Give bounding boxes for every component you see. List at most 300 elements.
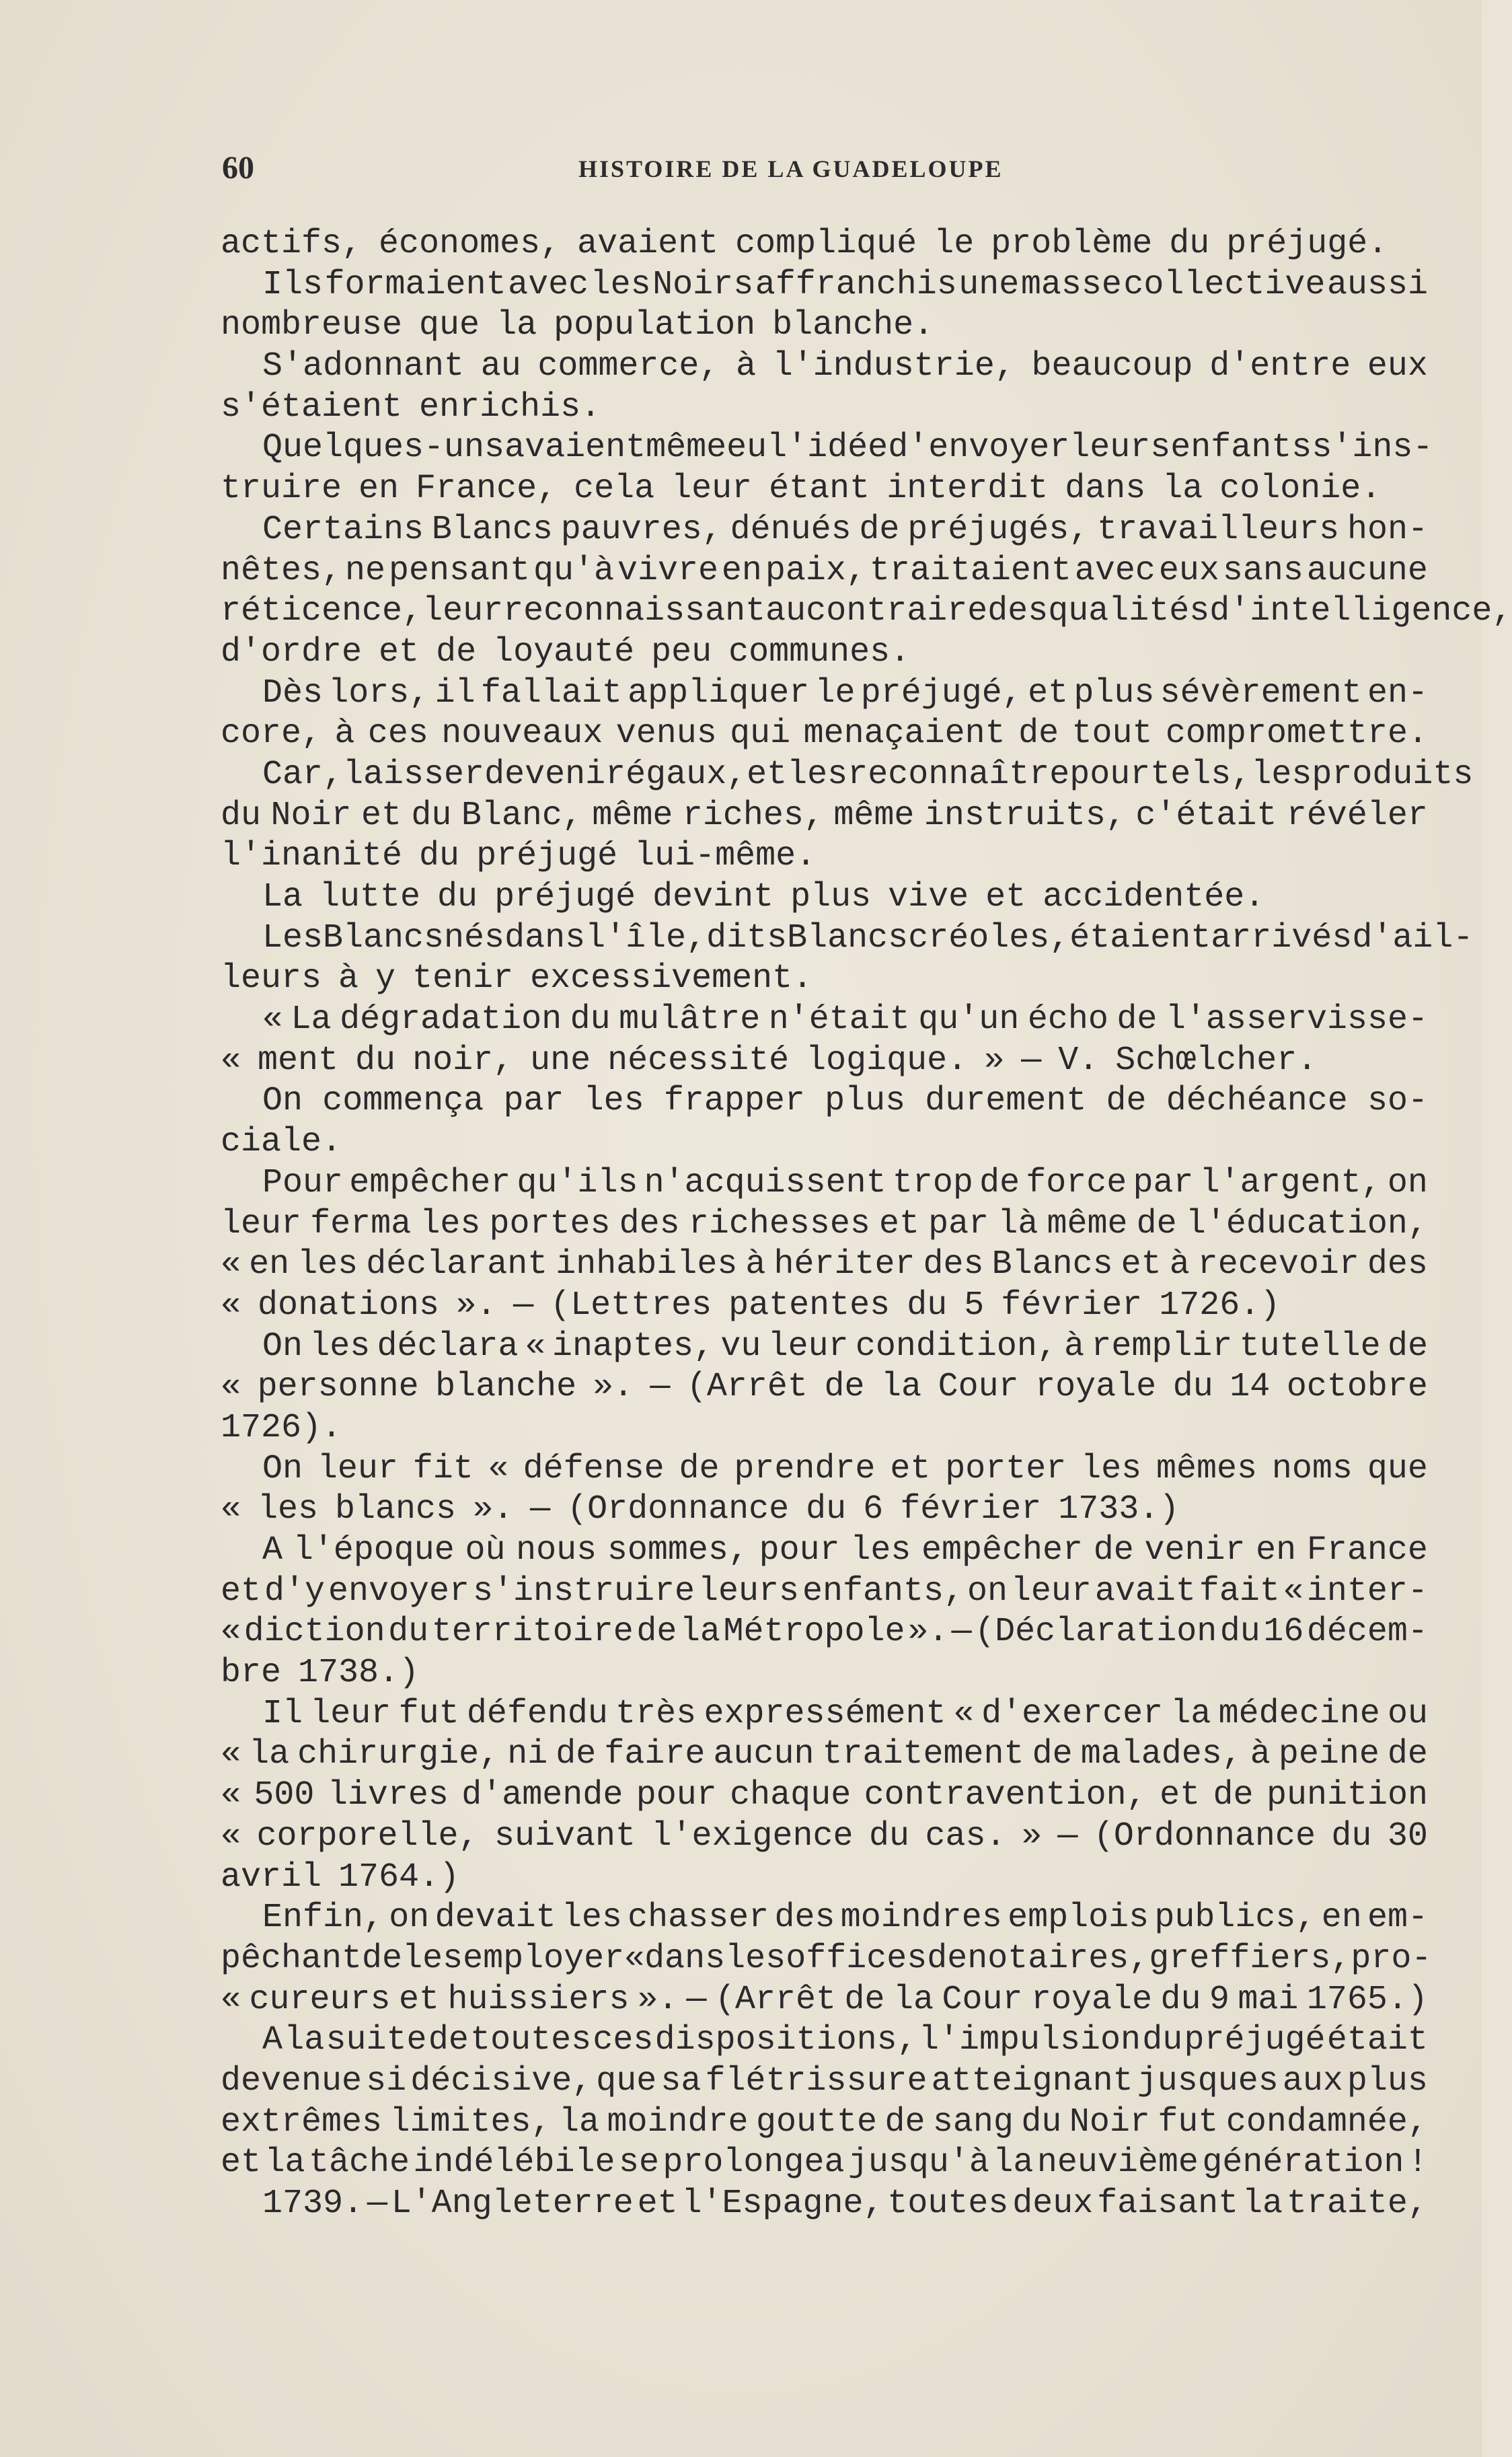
word: dégradation	[340, 1000, 562, 1039]
word: —	[686, 1980, 707, 2019]
word: pour	[759, 1531, 840, 1570]
word: de	[1117, 1000, 1158, 1039]
word: en	[1256, 1531, 1297, 1570]
word: (Arrêt	[686, 1368, 808, 1407]
word: 1738.)	[298, 1654, 420, 1693]
word: dans	[1065, 470, 1146, 509]
word: ferma	[310, 1204, 412, 1243]
word: peine	[1278, 1735, 1379, 1774]
word: dans	[504, 918, 586, 957]
word: on	[389, 1899, 430, 1938]
word: et	[399, 1980, 440, 2019]
text-line	[221, 836, 1428, 877]
word: appliquer	[628, 673, 810, 712]
word: patentes	[728, 1286, 891, 1325]
word: déclarant	[366, 1245, 548, 1284]
word: aux	[1282, 2061, 1343, 2100]
word: l'Espagne,	[681, 2185, 884, 2223]
word: emplois	[1008, 1899, 1149, 1938]
word: de	[884, 2102, 925, 2141]
word: (Déclaration	[975, 1613, 1217, 1652]
word: Pour	[262, 1163, 344, 1202]
word: où	[465, 1531, 506, 1570]
word: l'exigence	[651, 1817, 854, 1856]
word: blancs	[335, 1490, 457, 1529]
word: accidentée.	[1043, 878, 1265, 916]
word: contravention,	[864, 1776, 1147, 1815]
word: plus	[825, 1082, 906, 1121]
word: Il	[262, 1694, 303, 1733]
word: colonie.	[1219, 470, 1382, 509]
text-line	[221, 1408, 1428, 1449]
word: nécessité	[607, 1041, 790, 1080]
word: octobre	[1286, 1368, 1428, 1407]
word: Car,	[262, 755, 344, 794]
word: au	[480, 347, 521, 386]
word: de	[428, 2021, 469, 2060]
text-line	[221, 1122, 1428, 1163]
word: du	[419, 837, 460, 876]
word: ».	[473, 1490, 514, 1529]
word: portes	[489, 1204, 611, 1243]
word: et	[361, 796, 402, 835]
word: très	[615, 1694, 697, 1733]
word: toutes	[887, 2185, 1009, 2223]
word: mai	[1238, 1980, 1299, 2019]
word: collective	[1123, 265, 1326, 304]
text-line	[221, 673, 1428, 714]
word: et	[379, 632, 420, 671]
word: la	[1162, 470, 1203, 509]
word: fit	[412, 1449, 474, 1488]
word: s'étaient	[221, 388, 403, 427]
word: révéler	[1286, 796, 1428, 835]
word: la	[249, 1735, 290, 1774]
word: préjugé.	[1226, 225, 1388, 263]
word: moindres	[840, 1899, 1002, 1938]
word: déchéance	[1166, 1082, 1348, 1121]
word: On	[262, 1449, 303, 1488]
word: février	[1001, 1286, 1143, 1325]
word: du	[388, 1613, 429, 1652]
word: s'instruire	[472, 1572, 695, 1611]
word: de	[1387, 1735, 1428, 1774]
word: leur	[422, 592, 504, 631]
word: faisant	[1097, 2185, 1239, 2223]
word: laisser	[343, 755, 485, 794]
word: cela	[574, 470, 655, 509]
word: des	[1367, 1245, 1428, 1284]
word: A	[262, 1531, 283, 1570]
text-line	[221, 1572, 1428, 1613]
word: tâche	[308, 2143, 410, 2183]
word: de	[1136, 1204, 1177, 1243]
text-line	[221, 1204, 1428, 1245]
word: ces	[367, 714, 428, 754]
word: la	[893, 1980, 934, 2019]
word: truire	[221, 470, 342, 509]
word: Enfin,	[262, 1899, 384, 1938]
word: frapper	[663, 1082, 805, 1121]
word: eux	[1158, 551, 1219, 590]
word: «	[262, 1000, 283, 1039]
word: 14	[1230, 1368, 1271, 1407]
text-line	[221, 551, 1428, 592]
word: riches,	[682, 796, 824, 835]
word: et	[221, 2143, 262, 2183]
word: loyauté	[493, 632, 635, 671]
word: des	[987, 592, 1049, 631]
word: menaçaient	[803, 714, 1006, 754]
text-line	[221, 1490, 1428, 1531]
word: communes.	[728, 632, 911, 671]
word: y	[375, 959, 396, 998]
text-line	[221, 1367, 1428, 1408]
text-line	[221, 346, 1428, 388]
word: du	[1160, 1980, 1201, 2019]
word: dénués	[730, 510, 852, 549]
word: interdit	[886, 470, 1049, 509]
word: en	[1321, 1899, 1362, 1938]
word: d'intelligence,	[1209, 592, 1512, 631]
word: «	[953, 1694, 974, 1733]
word: il	[434, 673, 476, 712]
word: leur	[310, 1694, 391, 1733]
word: qu'un	[918, 1000, 1020, 1039]
word: trop	[892, 1163, 973, 1202]
word: Les	[262, 918, 324, 957]
text-line	[221, 918, 1474, 959]
word: d'exercer	[981, 1694, 1164, 1733]
word: avaient	[577, 225, 719, 263]
word: du	[1021, 2102, 1062, 2141]
word: goutte	[755, 2102, 877, 2141]
word: logique.	[806, 1041, 968, 1080]
word: aucune	[1306, 551, 1428, 590]
word: «	[221, 1817, 241, 1856]
word: et	[1160, 1776, 1201, 1815]
word: aussi	[1326, 265, 1428, 304]
word: même	[592, 796, 673, 835]
word: commerce,	[537, 347, 720, 386]
word: expressément	[704, 1694, 946, 1733]
word: A	[262, 2021, 283, 2060]
word: condition,	[855, 1327, 1057, 1366]
word: compliqué	[735, 225, 917, 263]
word: qualités	[1048, 592, 1210, 631]
word: enfants	[1170, 429, 1312, 468]
word: février	[900, 1490, 1042, 1529]
word: jusqu'à	[847, 2143, 989, 2183]
word: compromettre.	[1165, 714, 1428, 754]
word: ne	[344, 551, 385, 590]
word: en	[249, 1245, 290, 1284]
word: la	[1242, 2185, 1283, 2223]
word: pro-	[1351, 1939, 1432, 1978]
word: une	[530, 1041, 591, 1080]
text-line	[221, 1531, 1428, 1572]
word: les	[1081, 1449, 1142, 1488]
word: du	[907, 1286, 948, 1325]
word: en-	[1367, 673, 1428, 712]
word: lutte	[319, 878, 421, 916]
word: en	[358, 470, 400, 509]
word: même	[646, 429, 727, 468]
word: Dès	[262, 673, 324, 712]
word: 1726.)	[1159, 1286, 1281, 1325]
word: la	[264, 2143, 305, 2183]
word: économes,	[379, 225, 561, 263]
word: de	[436, 632, 477, 671]
word: V.	[1058, 1041, 1099, 1080]
word: Blancs	[787, 918, 909, 957]
text-line	[221, 755, 1474, 796]
word: par	[928, 1204, 989, 1243]
word: d'entre	[1209, 347, 1351, 386]
word: masse	[1020, 265, 1122, 304]
word: mêmes	[1156, 1449, 1258, 1488]
word: la	[284, 2021, 325, 2060]
word: du	[1169, 225, 1210, 263]
word: le	[815, 673, 856, 712]
word: blanche.	[772, 306, 934, 345]
word: «	[1283, 1572, 1303, 1611]
word: qu'ils	[517, 1163, 638, 1202]
word: neuvième	[1036, 2143, 1199, 2183]
word: du	[221, 796, 262, 835]
word: punition	[1266, 1776, 1428, 1815]
word: de	[844, 1980, 885, 2019]
word: que	[419, 306, 480, 345]
word: et	[1028, 673, 1069, 712]
word: pour	[1069, 755, 1151, 794]
word: leur	[221, 1204, 302, 1243]
word: avril	[221, 1858, 322, 1897]
page-number: 60	[222, 150, 254, 186]
running-head: HISTOIRE DE LA GUADELOUPE	[578, 155, 1004, 182]
word: indélébile	[413, 2143, 615, 2183]
word: leur	[1010, 1572, 1092, 1611]
word: durement	[925, 1082, 1087, 1121]
word: d'amende	[461, 1776, 623, 1815]
word: «	[221, 1613, 241, 1652]
word: leur	[767, 1327, 849, 1366]
word: population	[554, 306, 756, 345]
word: richesses	[688, 1204, 870, 1243]
text-line	[221, 591, 1512, 632]
word: sévèrement	[1160, 673, 1362, 712]
word: noir,	[412, 1041, 514, 1080]
word: réticence,	[221, 592, 423, 631]
text-line	[221, 265, 1428, 306]
text-line	[221, 1081, 1428, 1122]
word: des	[774, 1899, 835, 1938]
word: déclara	[377, 1327, 519, 1366]
word: préjugé,	[860, 673, 1022, 712]
text-line	[221, 510, 1428, 551]
text-line	[221, 632, 1428, 673]
word: ciale.	[221, 1123, 342, 1162]
word: Certains	[262, 510, 424, 549]
text-line	[221, 1245, 1428, 1286]
word: «	[221, 1041, 241, 1080]
word: recevoir	[1197, 1245, 1359, 1284]
word: reconnaissant	[503, 592, 766, 631]
word: noms	[1271, 1449, 1353, 1488]
text-line	[221, 469, 1428, 510]
word: royale	[1035, 1368, 1157, 1407]
word: avec	[1074, 551, 1156, 590]
word: de	[1387, 1327, 1428, 1366]
word: qu'à	[533, 551, 614, 590]
word: l'asservisse-	[1165, 1000, 1428, 1039]
word: (Arrêt	[714, 1980, 836, 2019]
word: et	[747, 755, 788, 794]
word: devenir	[484, 755, 626, 794]
word: 1726).	[221, 1408, 342, 1447]
word: si	[366, 2061, 407, 2100]
word: sommes,	[607, 1531, 749, 1570]
word: em-	[1367, 1899, 1428, 1938]
word: 9	[1209, 1980, 1230, 2019]
text-line	[221, 388, 1428, 429]
word: pauvres,	[560, 510, 722, 549]
word: de	[362, 1939, 403, 1978]
word: moindre	[607, 2102, 749, 2141]
word: et	[1121, 1245, 1162, 1284]
word: plus	[1073, 673, 1155, 712]
word: empêcher	[921, 1531, 1084, 1570]
word: décisive,	[410, 2061, 593, 2100]
word: de	[1093, 1531, 1134, 1570]
word: —	[530, 1490, 551, 1529]
text-line	[221, 2020, 1428, 2061]
word: jusques	[1137, 2061, 1279, 2100]
word: qui	[730, 714, 791, 754]
word: lui-même.	[634, 837, 817, 876]
text-line	[221, 1327, 1428, 1368]
word: corporelle,	[256, 1817, 479, 1856]
word: que	[596, 2061, 657, 2100]
word: devenue	[221, 2061, 363, 2100]
word: 1765.)	[1306, 1980, 1428, 2019]
word: »	[984, 1041, 1005, 1080]
word: Cour	[938, 1368, 1019, 1407]
text-line	[221, 1041, 1428, 1082]
word: malades,	[1080, 1735, 1242, 1774]
word: avec	[508, 265, 589, 304]
word: du	[570, 1000, 611, 1039]
word: «	[525, 1327, 545, 1366]
word: ment	[258, 1041, 339, 1080]
word: 1733.)	[1058, 1490, 1180, 1529]
word: formaient	[324, 265, 506, 304]
text-line	[221, 2061, 1428, 2102]
text-line	[221, 1817, 1428, 1858]
word: dits	[706, 918, 788, 957]
word: tout	[1071, 714, 1153, 754]
word: l'idée	[767, 429, 889, 468]
word: venir	[1144, 1531, 1246, 1570]
word: 500	[254, 1776, 315, 1815]
word: Noir	[1069, 2102, 1150, 2141]
word: la	[993, 2143, 1034, 2183]
word: défendu	[466, 1694, 608, 1733]
word: du	[355, 1041, 396, 1080]
word: une	[958, 265, 1020, 304]
word: force	[1026, 1163, 1127, 1202]
word: —	[1021, 1041, 1042, 1080]
word: plus	[1347, 2061, 1428, 2100]
text-line	[221, 224, 1428, 265]
word: enfants,	[802, 1572, 964, 1611]
word: (Lettres	[550, 1286, 712, 1325]
word: de	[824, 1368, 865, 1407]
word: les	[590, 265, 651, 304]
word: on	[967, 1572, 1008, 1611]
word: chaque	[730, 1776, 852, 1815]
word: et	[890, 1449, 931, 1488]
word: plus	[790, 878, 872, 916]
word: «	[488, 1449, 508, 1488]
word: d'ordre	[221, 632, 363, 671]
word: «	[221, 1286, 241, 1325]
word: donations	[258, 1286, 440, 1325]
word: l'éducation,	[1185, 1204, 1428, 1243]
word: fut	[398, 1694, 459, 1733]
word: blanche	[435, 1368, 577, 1407]
word: vivre	[617, 551, 718, 590]
word: s'ins-	[1312, 429, 1433, 468]
word: les	[561, 1899, 622, 1938]
word: «	[221, 1245, 241, 1284]
word: et	[879, 1204, 920, 1243]
word: 1739.	[262, 2185, 364, 2223]
word: sa	[660, 2061, 702, 2100]
word: de	[1018, 714, 1059, 754]
word: des	[923, 1245, 984, 1284]
word: et	[985, 878, 1026, 916]
word: avait	[1094, 1572, 1196, 1611]
word: Métropole	[723, 1613, 905, 1652]
word: écho	[1027, 1000, 1108, 1039]
word: ».	[593, 1368, 634, 1407]
word: était	[1326, 2021, 1428, 2060]
word: traitement	[822, 1735, 1024, 1774]
word: problème	[991, 225, 1153, 263]
word: greffiers,	[1149, 1939, 1351, 1978]
word: pêchant	[221, 1939, 363, 1978]
text-line	[221, 1694, 1428, 1735]
word: pensant	[388, 551, 530, 590]
word: de	[859, 510, 900, 549]
word: du	[1142, 2021, 1183, 2060]
word: ces	[593, 2021, 654, 2060]
word: du	[1331, 1817, 1372, 1856]
word: traite,	[1286, 2185, 1428, 2223]
word: (Ordonnance	[567, 1490, 790, 1529]
word: bre	[221, 1654, 282, 1693]
word: Ils	[262, 265, 324, 304]
word: toutes	[470, 2021, 592, 2060]
text-line	[221, 1612, 1428, 1653]
word: l'impulsion	[918, 2021, 1141, 2060]
word: leur	[671, 470, 753, 509]
word: du	[411, 796, 452, 835]
word: c'était	[1135, 796, 1277, 835]
word: 16	[1263, 1613, 1304, 1652]
word: devait	[434, 1899, 556, 1938]
